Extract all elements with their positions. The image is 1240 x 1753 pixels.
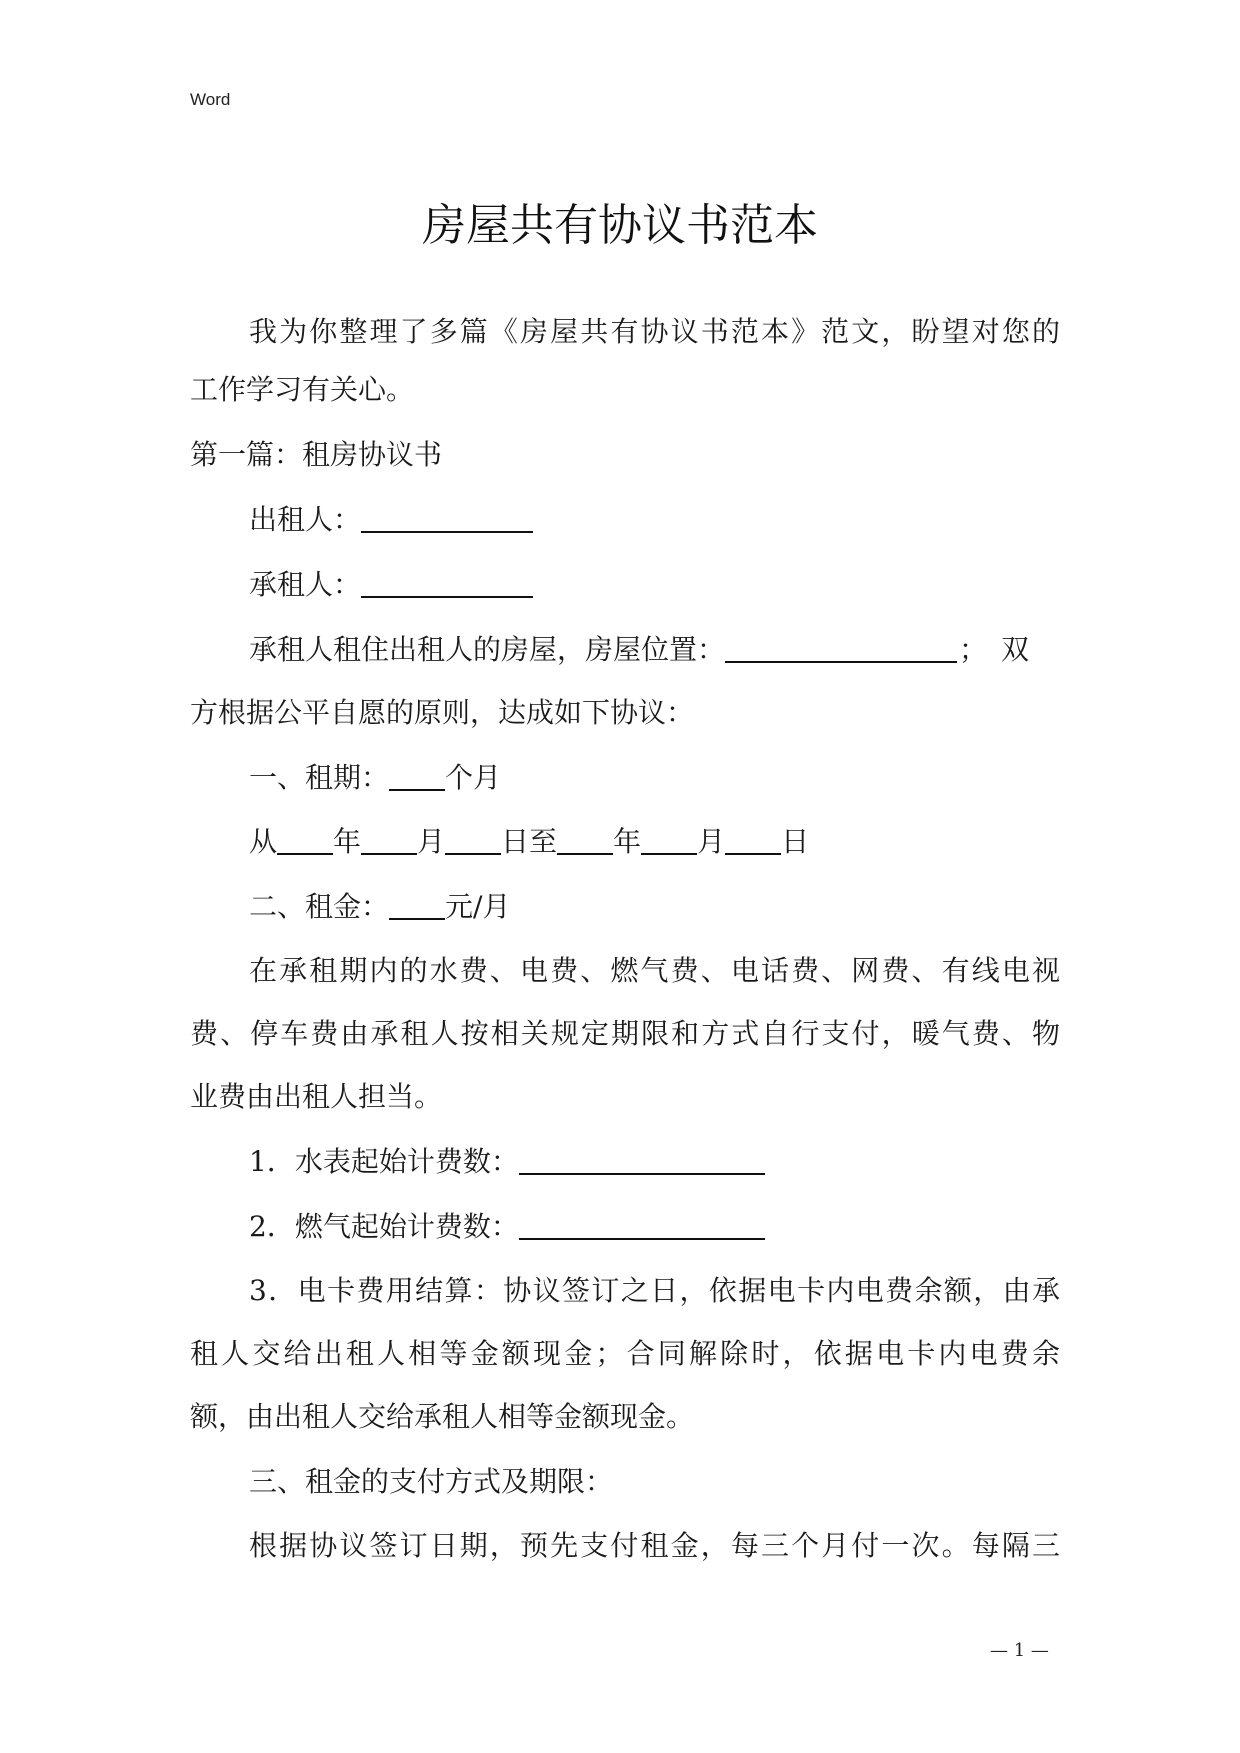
rent-label: 二、租金： — [249, 890, 390, 923]
start-day-blank[interactable] — [445, 823, 501, 855]
period-month-1: 月 — [417, 825, 446, 858]
rent-blank[interactable] — [389, 888, 445, 920]
lessor-label: 出租人： — [249, 503, 362, 536]
start-month-blank[interactable] — [361, 823, 417, 855]
period-day-to: 日至 — [501, 825, 558, 858]
page-number: — 1 — — [990, 1640, 1049, 1661]
location-label: 承租人租住出租人的房屋，房屋位置： — [249, 633, 726, 666]
fees-line-2: 费、停车费由承租人按相关规定期限和方式自行支付，暖气费、物 — [190, 1017, 1060, 1050]
period-line — [249, 822, 1060, 862]
electric-line-3: 额，由出租人交给承租人相等金额现金。 — [190, 1400, 695, 1433]
water-meter-blank[interactable] — [519, 1143, 765, 1175]
start-year-blank[interactable] — [277, 823, 333, 855]
end-day-blank[interactable] — [725, 823, 781, 855]
gas-meter-blank[interactable] — [519, 1208, 765, 1240]
lessee-label: 承租人： — [249, 568, 362, 601]
term-label: 一、租期： — [249, 761, 390, 794]
end-year-blank[interactable] — [557, 823, 613, 855]
fees-line-3: 业费由出租人担当。 — [190, 1080, 443, 1113]
period-day: 日 — [781, 825, 810, 858]
period-month-2: 月 — [697, 825, 726, 858]
location-line-2: 方根据公平自愿的原则，达成如下协议： — [190, 696, 695, 729]
lessor-line — [249, 500, 1060, 540]
fees-line-1: 在承租期内的水费、电费、燃气费、电话费、网费、有线电视 — [249, 954, 1060, 987]
lessee-blank[interactable] — [361, 566, 533, 598]
location-blank[interactable] — [725, 631, 957, 663]
end-month-blank[interactable] — [641, 823, 697, 855]
period-year-2: 年 — [613, 825, 642, 858]
term-blank[interactable] — [389, 759, 445, 791]
intro-line-1: 我为你整理了多篇《房屋共有协议书范本》范文，盼望对您的 — [249, 315, 1060, 348]
term-line — [249, 758, 1060, 798]
document-header: Word — [190, 90, 231, 109]
electric-line-1: 3．电卡费用结算：协议签订之日，依据电卡内电费余额，由承 — [249, 1274, 1060, 1307]
payment-line-1: 根据协议签订日期，预先支付租金，每三个月付一次。每隔三 — [249, 1529, 1060, 1562]
lessee-line — [249, 565, 1060, 605]
period-from: 从 — [249, 825, 278, 858]
electric-line-2: 租人交给出租人相等金额现金；合同解除时，依据电卡内电费余 — [190, 1337, 1060, 1370]
document-title: 房屋共有协议书范本 — [422, 200, 818, 251]
section-heading: 第一篇：租房协议书 — [190, 438, 443, 471]
gas-meter-label: 2．燃气起始计费数： — [249, 1210, 519, 1243]
location-suffix: ；双 — [959, 633, 1044, 666]
rent-unit: 元/月 — [445, 890, 511, 923]
lessor-blank[interactable] — [361, 501, 533, 533]
water-meter-label: 1．水表起始计费数： — [249, 1145, 519, 1178]
intro-line-2: 工作学习有关心。 — [190, 373, 415, 406]
water-meter-line — [249, 1142, 1060, 1182]
gas-meter-line — [249, 1207, 1060, 1247]
payment-heading: 三、租金的支付方式及期限： — [249, 1465, 614, 1498]
location-line-1 — [249, 630, 1060, 670]
term-unit: 个月 — [445, 761, 502, 794]
period-year-1: 年 — [333, 825, 362, 858]
rent-line — [249, 887, 1060, 927]
